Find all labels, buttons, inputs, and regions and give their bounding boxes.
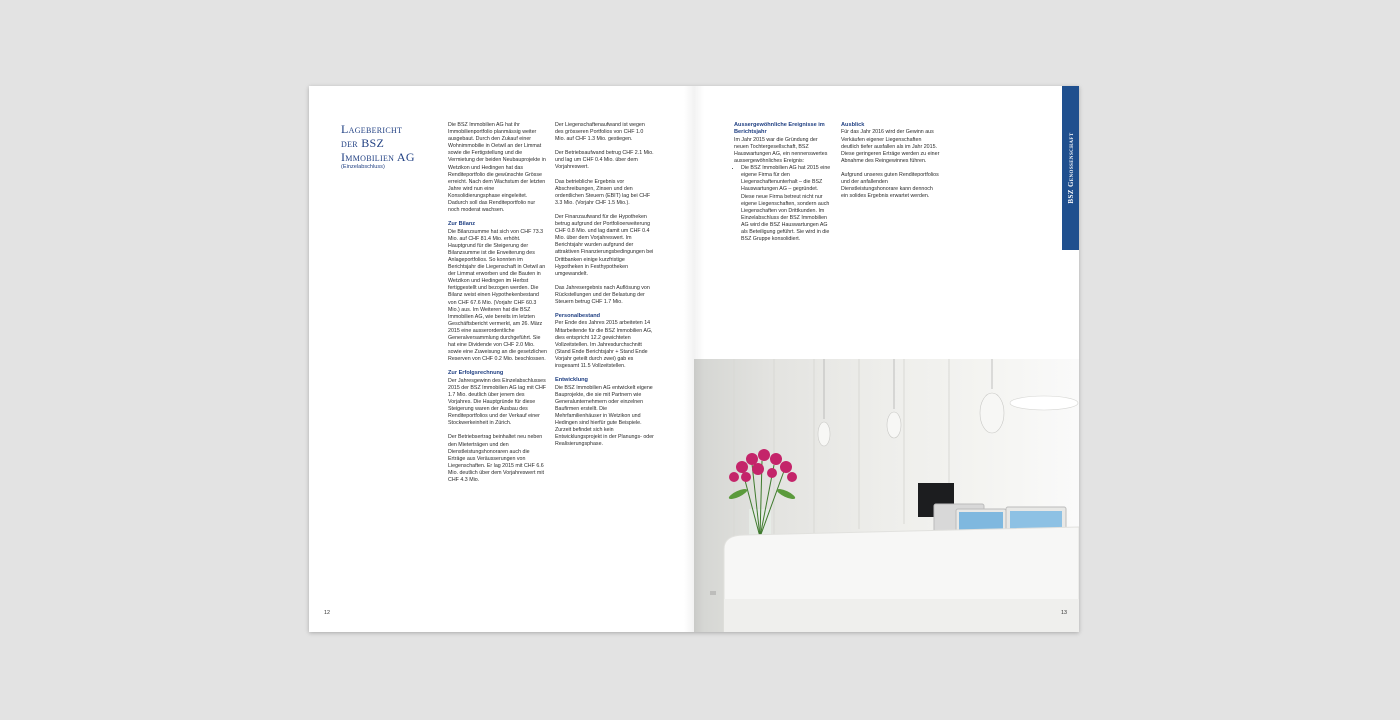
page-number-right: 13 <box>1061 610 1067 616</box>
personalbestand-heading: Personalbestand <box>555 313 601 320</box>
photo-illustration <box>694 359 1079 632</box>
page-number-left: 12 <box>324 610 330 616</box>
liegenschaftenaufwand-paragraph: Der Liegenschaftenaufwand ist wegen des grösseren Portfolios von CHF 1.0 Mio. auf CHF 1.3 Mio. gestiegen. <box>555 122 645 143</box>
right-column-1 <box>734 122 833 243</box>
ausblick-heading: Ausblick <box>841 122 865 128</box>
right-page <box>694 86 1079 632</box>
section-subheading: (Einzelabschluss) <box>341 164 385 170</box>
ereignisse-bullet: • Die BSZ Immobilien AG hat 2015 eine eigene Firma für den Liegenschaftenunterhalt – die BSZ Hauswartungen AG – gegründet. Diese neue Firma betreut nicht nur eigene Liegenschaften, sondern auch Liegenschaften von Drittkunden. Im Einzelabschluss der BSZ Immobilien AG wird die BSZ Hauswartungen AG als Beteiligung geführt. Sie wird in die BSZ Gruppe konsolidiert. <box>741 165 833 243</box>
jahresergebnis-paragraph: Das Jahresergebnis nach Auflösung von Rückstellungen und der Belastung der Steuern betrug CHF 1.7 Mio. <box>555 284 650 305</box>
personalbestand-paragraph: Per Ende des Jahres 2015 arbeiteten 14 Mitarbeitende für die BSZ Immobilien AG, dies entspricht 12.2 gewichteten Vollzeitstellen. Im Jahresdurchschnitt (Stand Ende Berichtsjahr + Stand Ende Vorjahr geteilt durch zwei) gab es insgesamt 11.5 Vollzeitstellen. <box>555 320 653 370</box>
ereignisse-list <box>734 165 833 243</box>
right-column-2 <box>841 122 940 207</box>
section-heading <box>341 122 436 164</box>
left-column-2 <box>555 122 654 455</box>
section-ribbon-label: BSZ Genossenschaft <box>1066 132 1075 204</box>
erfolgsrechnung-paragraph-1: Der Jahresgewinn des Einzelabschlusses 2015 der BSZ Immobilien AG lag mit CHF 1.7 Mio. deutlich über jenem des Vorjahres. Die Hauptgründe für diese Steigerung waren der Ausbau des Renditeportfolios und der Verkauf einer Stockwerkeinheit in Zürich. <box>448 377 547 427</box>
bilanz-paragraph: Die Bilanzsumme hat sich von CHF 73.3 Mio. auf CHF 81.4 Mio. erhöht. Hauptgrund für die Steigerung der Bilanzsumme ist die Erweiterung des Anlageportfolios. So konnten im Berichtsjahr die Liegenschaft in Oetwil an der Limmat erworben und die Bauten in Wetzikon und Hedingen im Herbst fertiggestellt und bezogen werden. Die Bilanz weist einen Hypothekenbestand von CHF 67.6 Mio. (Vorjahr CHF 60.3 Mio.) aus. Im Weiteren hat die BSZ Immobilien AG, wie bereits im letzten Geschäftsbericht vermerkt, am 26. März 2015 eine ausserordentliche Generalversammlung durchgeführt. Sie hat eine Dividende von CHF 2.0 Mio. sowie eine Zuweisung an die gesetzlichen Reserven von CHF 0.2 Mio. beschlossen. <box>448 228 547 363</box>
betriebsaufwand-paragraph: Der Betriebsaufwand betrug CHF 2.1 Mio. und lag um CHF 0.4 Mio. über dem Vorjahreswert. <box>555 150 654 171</box>
office-reception-photo <box>694 359 1079 632</box>
heading-line-1: Lagebericht <box>341 122 403 136</box>
left-page <box>309 86 694 632</box>
heading-line-2: der BSZ <box>341 136 385 150</box>
heading-line-3: Immobilien AG <box>341 150 415 164</box>
entwicklung-heading: Entwicklung <box>555 377 588 384</box>
ebit-paragraph: Das betriebliche Ergebnis vor Abschreibungen, Zinsen und den ordentlichen Steuern (EBIT) lag bei CHF 3.3 Mio. (Vorjahr CHF 1.5 Mio.). <box>555 178 651 206</box>
ereignisse-intro: Im Jahr 2015 war die Gründung der neuen Tochtergesellschaft, BSZ Hauswartungen AG, ein nennenswertes aussergewöhnliches Ereignis: <box>734 136 828 165</box>
brochure-spread <box>309 86 1079 632</box>
ereignisse-heading: Aussergewöhnliche Ereignisse im Berichtsjahr <box>734 122 825 136</box>
gutter-shadow <box>684 86 704 632</box>
intro-paragraph: Die BSZ Immobilien AG hat ihr Immobilienportfolio planmässig weiter ausgebaut. Durch den Zukauf einer Wohnimmobilie in Oetwil an der Limmat sowie die Fertigstellung und die Vermietung der beiden Neubauprojekte in Wetzikon und Hedingen hat das Renditeportfolio die gewünschte Grösse erreicht. Nach dem Wachstum der letzten Jahre wird nun eine Konsolidierungsphase eingeleitet. Dadurch soll das Renditeportfolio nur noch moderat wachsen. <box>448 122 546 214</box>
left-column-1 <box>448 122 547 491</box>
ausblick-paragraph-1: Für das Jahr 2016 wird der Gewinn aus Verkäufen eigener Liegenschaften deutlich tiefer ausfallen als im Jahr 2015. Diese geringeren Erträge werden zu einer Abnahme des Reingewinnes führen. <box>841 129 940 164</box>
bilanz-heading: Zur Bilanz <box>448 221 476 228</box>
finanzaufwand-paragraph: Der Finanzaufwand für die Hypotheken betrug aufgrund der Portfolioerweiterung CHF 0.8 Mio. und lag damit um CHF 0.4 Mio. über dem Vorjahreswert. Im Berichtsjahr wurden aufgrund der attraktiven Finanzierungsbedingungen bei Drittbanken einige kurzfristige Hypotheken in Festhypotheken umgewandelt. <box>555 213 654 277</box>
erfolgsrechnung-heading: Zur Erfolgsrechnung <box>448 370 504 377</box>
erfolgsrechnung-paragraph-2: Der Betriebsertrag beinhaltet neu neben den Mieterträgen und den Dienstleistungshonoraren auch die Erträge aus Veräusserungen von Liegenschaften. Er lag 2015 mit CHF 6.6 Mio. deutlich über dem Vorjahreswert mit CHF 4.3 Mio. <box>448 434 544 484</box>
ausblick-paragraph-2: Aufgrund unseres guten Renditeportfolios und der anfallenden Dienstleistungshonorare kann dennoch ein solides Ergebnis erwartet werden. <box>841 171 939 200</box>
entwicklung-paragraph: Die BSZ Immobilien AG entwickelt eigene Bauprojekte, die sie mit Partnern wie Generalunternehmern oder einzelnen Baufirmen erstellt. Die Mehrfamilienhäuser in Wetzikon und Hedingen sind hierfür gute Beispiele. Zurzeit befindet sich kein Entwicklungsprojekt in der Planungs- oder Realisierungsphase. <box>555 384 654 448</box>
section-ribbon <box>1062 86 1079 250</box>
